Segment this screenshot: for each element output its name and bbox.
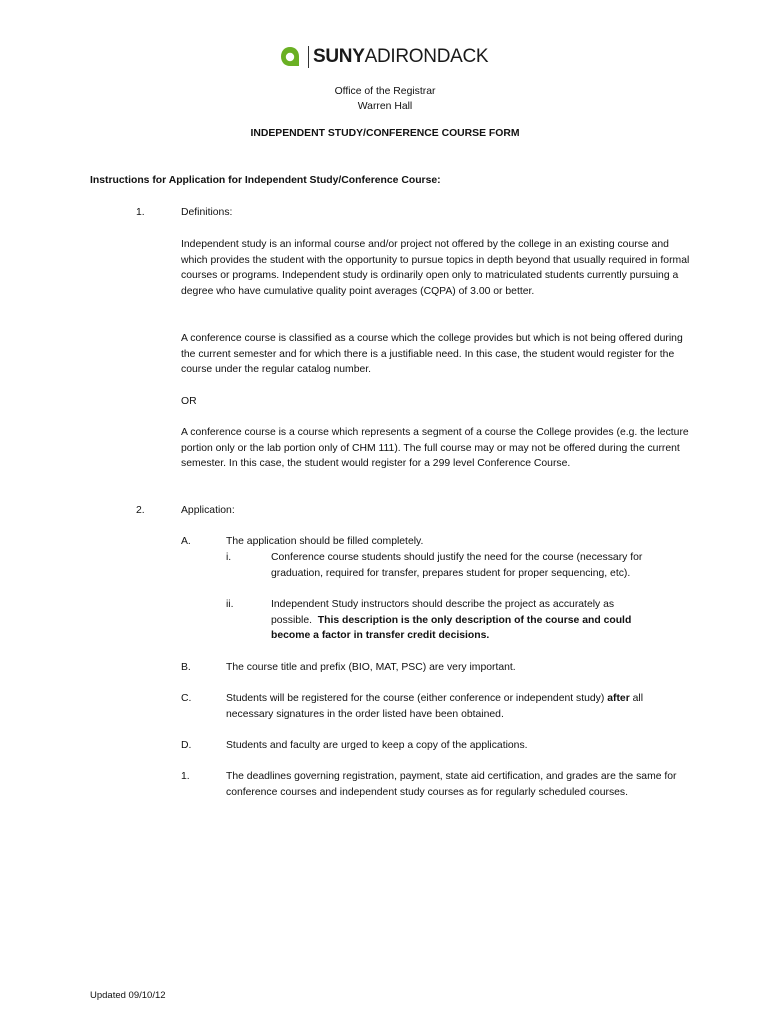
item-b-label: B. [181, 662, 191, 673]
updated-date: Updated 09/10/12 [90, 990, 166, 1001]
item-ii-emphasis: This description is the only description of the course and could become a factor in transfer credit decisions. [271, 614, 632, 642]
item-c-label: C. [181, 693, 192, 704]
item-e-text: The deadlines governing registration, payment, state aid certification, and grades are the same for conference courses and independent study courses as for regularly scheduled courses. [226, 771, 677, 798]
independent-study-definition: Independent study is an informal course and/or project not offered by the college in an existing course and which provides the student with the opportunity to pursue topics in depth beyond that usually required in formal courses or programs. Independent study is ordinarily open only to matriculated students currently pursuing a degree who have cumulative quality point averages (CQPA) of 3.00 or better. [181, 239, 690, 297]
item-c-emphasis: after [607, 693, 630, 704]
section2-heading: Application: [181, 505, 235, 516]
item-c-text: Students will be registered for the course (either conference or independent study) after all necessary signatures in the order listed have been obtained. [226, 693, 644, 720]
logo-wordmark: SUNYADIRONDACK [313, 46, 489, 67]
item-ii-label: ii. [226, 599, 234, 610]
item-e-label: 1. [181, 771, 190, 782]
item-ii-text: Independent Study instructors should describe the project as accurately as possible. This description is the only description of the course and could become a factor in transfer credit decisions. [271, 599, 632, 642]
logo-separator [308, 46, 309, 68]
item-i-label: i. [226, 552, 232, 563]
suny-adirondack-logo [280, 44, 488, 70]
item-d-label: D. [181, 740, 192, 751]
item-d-text: Students and faculty are urged to keep a copy of the applications. [226, 740, 528, 751]
instructions-heading: Instructions for Application for Independent Study/Conference Course: [90, 175, 441, 186]
conference-course-definition-1: A conference course is classified as a course which the college provides but which is not being offered during the current semester and for which there is a justifiable need. In this case, the student would register for the course under the regular catalog number. [181, 333, 683, 376]
office-location: Warren Hall [357, 101, 413, 112]
conference-course-definition-2: A conference course is a course which represents a segment of a course the College provides (e.g. the lecture portion only or the lab portion only of CHM 111). The full course may or may not be offered during the current semester. In this case, the student would register for a 299 level Conference Course. [181, 427, 689, 470]
item-a-label: A. [181, 536, 191, 547]
office-name: Office of the Registrar [334, 86, 436, 97]
or-separator: OR [181, 396, 197, 407]
section1-number: 1. [136, 207, 145, 218]
item-b-text: The course title and prefix (BIO, MAT, PSC) are very important. [226, 662, 516, 673]
section2-number: 2. [136, 505, 145, 516]
section1-heading: Definitions: [181, 207, 233, 218]
suny-logo-icon [280, 46, 300, 68]
form-title: INDEPENDENT STUDY/CONFERENCE COURSE FORM [250, 128, 520, 139]
item-a-text: The application should be filled completely. [226, 536, 424, 547]
item-i-text: Conference course students should justify the need for the course (necessary for graduation, required for transfer, prepares student for proper sequencing, etc). [271, 552, 643, 579]
